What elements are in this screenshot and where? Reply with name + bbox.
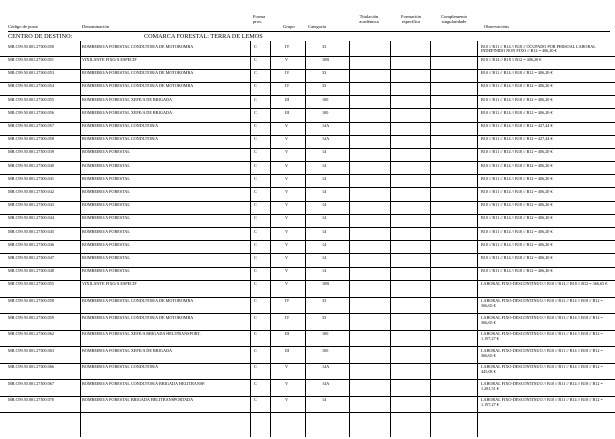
position-code: MR.C99.50.001.27300.051 <box>8 57 54 63</box>
position-grupo: IV <box>285 43 290 49</box>
position-observacions: B10 // B11 // B14 // B18 // B12 = 406,20 € <box>481 228 553 234</box>
position-grupo: IV <box>285 83 290 89</box>
position-code: MR.C99.50.001.27300.047 <box>8 254 54 260</box>
position-grupo: V <box>285 380 289 386</box>
comarca-title: COMARCA FORESTAL: TERRA DE LEMOS <box>144 33 263 40</box>
table-row <box>0 397 615 414</box>
position-forma: C <box>254 268 257 274</box>
position-categoria: 100 <box>322 109 329 115</box>
position-grupo: III <box>285 347 290 353</box>
position-observacions: B10 // B14 // B18 // B12 = 406,20 € <box>481 57 542 63</box>
position-categoria: 14 <box>322 202 327 208</box>
table-row <box>0 123 615 136</box>
position-forma: C <box>254 397 257 403</box>
position-observacions: B10 // B11 // B14 // B18 // B12 = 406,20 € <box>481 175 553 181</box>
position-observacions: LABORAL FIXO-DESCONTINUO // B10 // B11 // B14 // B18 // B12 = 1.197,27 € <box>481 331 603 342</box>
header-categoria: Categoría <box>308 24 326 29</box>
position-code: MR.C99.50.001.27300.070 <box>8 397 54 403</box>
position-code: MR.C99.50.001.27300.057 <box>8 123 54 129</box>
table-row <box>0 149 615 162</box>
position-code: MR.C99.50.001.27300.039 <box>8 149 54 155</box>
position-categoria: 14A <box>322 123 330 129</box>
position-categoria: 100 <box>322 347 329 353</box>
positions-table <box>0 43 615 413</box>
position-grupo: III <box>285 331 290 337</box>
position-categoria: 33 <box>322 43 327 49</box>
position-code: MR.C99.50.001.27300.059 <box>8 314 54 320</box>
position-grupo: V <box>285 241 289 247</box>
position-forma: C <box>254 123 257 129</box>
position-forma: C <box>254 380 257 386</box>
position-forma: C <box>254 136 257 142</box>
position-categoria: 33 <box>322 314 327 320</box>
position-forma: C <box>254 83 257 89</box>
table-row <box>0 254 615 267</box>
position-forma: C <box>254 175 257 181</box>
position-categoria: 33 <box>322 298 327 304</box>
table-row <box>0 241 615 254</box>
table-row <box>0 83 615 96</box>
position-code: MR.C99.50.001.27300.046 <box>8 241 54 247</box>
position-categoria: 33 <box>322 70 327 76</box>
position-code: MR.C99.50.001.27300.055 <box>8 96 54 102</box>
table-row <box>0 281 615 298</box>
position-grupo: III <box>285 96 290 102</box>
position-denomination: BOMBEIRO/A FORESTAL <box>82 228 130 234</box>
position-denomination: BOMBEIRO/A FORESTAL XEFE/A DE BRIGADA <box>82 96 173 102</box>
table-row <box>0 109 615 122</box>
position-denomination: BOMBEIRO/A FORESTAL BRIGADA HELITRANSPORTADA <box>82 397 194 403</box>
position-denomination: BOMBEIRO/A FORESTAL <box>82 254 130 260</box>
position-grupo: III <box>285 109 290 115</box>
position-grupo: V <box>285 215 289 221</box>
position-observacions: B10 // B11 // B14 // B18 // B12 = 427,44 € <box>481 123 553 129</box>
position-denomination: BOMBEIRO/A FORESTAL CONDUTOR/A DE MOTOBOMBA <box>82 70 194 76</box>
position-grupo: V <box>285 188 289 194</box>
position-code: MR.C99.50.001.27300.058 <box>8 298 54 304</box>
table-row <box>0 380 615 397</box>
position-grupo: IV <box>285 298 290 304</box>
position-denomination: BOMBEIRO/A FORESTAL CONDUTOR/A DE MOTOBOMBA <box>82 43 194 49</box>
table-row <box>0 96 615 109</box>
position-observacions: LABORAL FIXO-DESCONTINUO // B10 // B11 // B14 // B18 // B12 = 1.197,27 € <box>481 397 603 408</box>
position-grupo: IV <box>285 314 290 320</box>
table-row <box>0 364 615 381</box>
position-denomination: VIXILANTE FIXO/A ESPECIF <box>82 57 137 63</box>
header-complemento: Complemento singularidade <box>440 14 468 25</box>
position-code: MR.C99.50.001.27300.054 <box>8 83 54 89</box>
position-code: MR.C99.50.001.27300.044 <box>8 215 54 221</box>
position-denomination: BOMBEIRO/A FORESTAL CONDUTOR/A <box>82 123 159 129</box>
position-forma: C <box>254 70 257 76</box>
position-grupo: V <box>285 57 289 63</box>
position-observacions: B10 // B11 // B14 // B18 // B12 = 406,20 € <box>481 162 553 168</box>
position-forma: C <box>254 254 257 260</box>
position-denomination: BOMBEIRO/A FORESTAL <box>82 175 130 181</box>
table-row <box>0 57 615 70</box>
table-row <box>0 188 615 201</box>
position-categoria: 14 <box>322 268 327 274</box>
position-forma: C <box>254 314 257 320</box>
position-categoria: 14A <box>322 136 330 142</box>
position-forma: C <box>254 347 257 353</box>
position-grupo: V <box>285 364 289 370</box>
position-denomination: BOMBEIRO/A FORESTAL CONDUTOR/A <box>82 136 159 142</box>
table-row <box>0 202 615 215</box>
position-denomination: BOMBEIRO/A FORESTAL XEFE/A BRIGADA HELITRANSPORT. <box>82 331 201 337</box>
position-grupo: V <box>285 281 289 287</box>
position-forma: C <box>254 188 257 194</box>
table-row <box>0 162 615 175</box>
table-row <box>0 331 615 348</box>
position-grupo: V <box>285 123 289 129</box>
position-denomination: BOMBEIRO/A FORESTAL CONDUTOR/A DE MOTOBOMBA <box>82 298 194 304</box>
position-forma: C <box>254 57 257 63</box>
position-code: MR.C99.50.001.27300.041 <box>8 175 54 181</box>
position-code: MR.C99.50.001.27300.050 <box>8 43 54 49</box>
position-categoria: 100 <box>322 331 329 337</box>
table-row <box>0 347 615 364</box>
table-row <box>0 70 615 83</box>
position-observacions: B10 // B11 // B14 // B18 // B12 = 406,20 € <box>481 70 553 76</box>
position-observacions: B10 // B11 // B14 // B18 // B12 = 406,20 € <box>481 149 553 155</box>
position-observacions: B10 // B11 // B14 // B18 // B12 = 406,20 € <box>481 109 553 115</box>
position-grupo: V <box>285 268 289 274</box>
position-categoria: 14 <box>322 397 327 403</box>
position-code: MR.C99.50.001.27300.043 <box>8 202 54 208</box>
position-code: MR.C99.50.001.27300.066 <box>8 364 54 370</box>
position-denomination: BOMBEIRO/A FORESTAL CONDUTOR/A DE MOTOBOMBA <box>82 83 194 89</box>
position-code: MR.C99.50.001.27300.067 <box>8 380 54 386</box>
table-row <box>0 175 615 188</box>
position-observacions: LABORAL FIXO-DESCONTINUO // B10 // B11 // B14 // B18 // B12 = 366,65 € <box>481 314 603 325</box>
table-row <box>0 215 615 228</box>
position-forma: C <box>254 109 257 115</box>
position-observacions: B10 // B11 // B14 // B18 // B12 = 406,20 € <box>481 202 553 208</box>
position-code: MR.C99.50.001.27300.040 <box>8 162 54 168</box>
header-rule <box>8 31 610 32</box>
position-observacions: B10 // B11 // B14 // B18 // B12 = 406,20 € <box>481 96 553 102</box>
position-forma: C <box>254 215 257 221</box>
position-observacions: B10 // B11 // B14 // B18 // B12 = 406,20 € <box>481 254 553 260</box>
position-categoria: 14 <box>322 254 327 260</box>
position-denomination: BOMBEIRO/A FORESTAL CONDUTOR/A BRIGADA HELITRANSP. <box>82 380 206 386</box>
position-categoria: 14A <box>322 380 330 386</box>
position-observacions: LABORAL FIXO-DESCONTINUO // B10 // B11 // B14 // B18 // B12 = 366,65 € <box>481 347 603 358</box>
position-observacions: LABORAL FIXO-DESCONTINUO // B10 // B11 // B14 // B18 // B12 = 366,65 € <box>481 298 603 309</box>
position-observacions: B10 // B11 // B14 // B18 // B12 = 406,20 € <box>481 268 553 274</box>
position-categoria: 10B <box>322 57 329 63</box>
position-observacions: B10 // B11 // B14 // B18 // B12 = 406,20 € <box>481 83 553 89</box>
position-grupo: V <box>285 254 289 260</box>
position-denomination: BOMBEIRO/A FORESTAL XEFE/A DE BRIGADA <box>82 109 173 115</box>
position-grupo: IV <box>285 70 290 76</box>
position-categoria: 14 <box>322 162 327 168</box>
position-observacions: LABORAL FIXO-DESCONTINUO // B10 // B11 // B14 // B18 // B12 = 1.281,51 € <box>481 380 603 391</box>
position-code: MR.C99.50.001.27300.062 <box>8 331 54 337</box>
position-denomination: VIXILANTE FIXO/A ESPECIF <box>82 281 137 287</box>
position-code: MR.C99.50.001.27300.042 <box>8 188 54 194</box>
header-observacions: Observacións <box>484 24 510 29</box>
position-forma: C <box>254 298 257 304</box>
table-row <box>0 228 615 241</box>
position-grupo: V <box>285 228 289 234</box>
centro-destino-label: CENTRO DE DESTINO: <box>8 33 73 40</box>
position-categoria: 14 <box>322 175 327 181</box>
table-row <box>0 298 615 315</box>
position-categoria: 100 <box>322 96 329 102</box>
position-grupo: V <box>285 136 289 142</box>
header-forma: Forma prov. <box>253 14 265 25</box>
position-code: MR.C99.50.001.27300.056 <box>8 109 54 115</box>
position-observacions: LABORAL FIXO-DESCONTINUO // B10 // B14 // B18 // B12 = 366,65 € <box>481 281 608 287</box>
header-titulacion: Titulación académica <box>359 14 379 25</box>
header-codigo: Código de posto <box>8 24 39 29</box>
position-denomination: BOMBEIRO/A FORESTAL <box>82 162 130 168</box>
position-denomination: BOMBEIRO/A FORESTAL <box>82 149 130 155</box>
position-categoria: 33 <box>322 83 327 89</box>
position-code: MR.C99.50.001.27300.045 <box>8 228 54 234</box>
position-forma: C <box>254 43 257 49</box>
position-observacions: B10 // B11 // B14 // B18 // B12 = 406,20 € <box>481 188 553 194</box>
position-code: MR.C99.50.001.27300.053 <box>8 70 54 76</box>
position-denomination: BOMBEIRO/A FORESTAL <box>82 202 130 208</box>
position-grupo: V <box>285 175 289 181</box>
position-forma: C <box>254 241 257 247</box>
position-denomination: BOMBEIRO/A FORESTAL <box>82 241 130 247</box>
position-denomination: BOMBEIRO/A FORESTAL CONDUTOR/A <box>82 364 159 370</box>
position-categoria: 10B <box>322 281 329 287</box>
position-forma: C <box>254 331 257 337</box>
position-code: MR.C99.50.001.27300.058 <box>8 136 54 142</box>
table-row <box>0 136 615 149</box>
position-forma: C <box>254 202 257 208</box>
position-denomination: BOMBEIRO/A FORESTAL XEFE/A DE BRIGADA <box>82 347 173 353</box>
position-observacions: B10 // B11 // B14 // B18 // B12 = 406,20 € <box>481 241 553 247</box>
position-denomination: BOMBEIRO/A FORESTAL <box>82 268 130 274</box>
position-forma: C <box>254 149 257 155</box>
position-forma: C <box>254 281 257 287</box>
position-observacions: B10 // B11 // B14 // B18 // B12 = 427,44 € <box>481 136 553 142</box>
position-observacions: B10 // B11 // B14 // B18 // OCUPADO POR PERSOAL LABORAL INDEFINIDO NON FIXO // B12 = 406,20 € <box>481 43 596 54</box>
header-grupo: Grupo <box>283 24 295 29</box>
position-forma: C <box>254 162 257 168</box>
position-categoria: 14 <box>322 149 327 155</box>
position-categoria: 14A <box>322 364 330 370</box>
position-categoria: 14 <box>322 241 327 247</box>
position-code: MR.C99.50.001.27300.048 <box>8 268 54 274</box>
position-categoria: 14 <box>322 215 327 221</box>
position-forma: C <box>254 364 257 370</box>
table-row <box>0 268 615 281</box>
position-forma: C <box>254 96 257 102</box>
table-row <box>0 43 615 57</box>
position-grupo: V <box>285 149 289 155</box>
position-grupo: V <box>285 397 289 403</box>
position-code: MR.C99.50.001.27300.063 <box>8 347 54 353</box>
position-observacions: LABORAL FIXO-DESCONTINUO // B10 // B11 // B14 // B18 // B12 = 445,08 € <box>481 364 603 375</box>
position-grupo: V <box>285 202 289 208</box>
table-row <box>0 314 615 331</box>
position-observacions: B10 // B11 // B14 // B18 // B12 = 406,20 € <box>481 215 553 221</box>
header-denominacion: Denominación <box>82 24 110 29</box>
position-denomination: BOMBEIRO/A FORESTAL <box>82 188 130 194</box>
position-categoria: 14 <box>322 228 327 234</box>
header-formacion: Formación específica <box>401 14 421 25</box>
position-code: MR.C99.50.001.27300.055 <box>8 281 54 287</box>
position-categoria: 14 <box>322 188 327 194</box>
position-grupo: V <box>285 162 289 168</box>
position-denomination: BOMBEIRO/A FORESTAL <box>82 215 130 221</box>
position-forma: C <box>254 228 257 234</box>
position-denomination: BOMBEIRO/A FORESTAL CONDUTOR/A DE MOTOBOMBA <box>82 314 194 320</box>
